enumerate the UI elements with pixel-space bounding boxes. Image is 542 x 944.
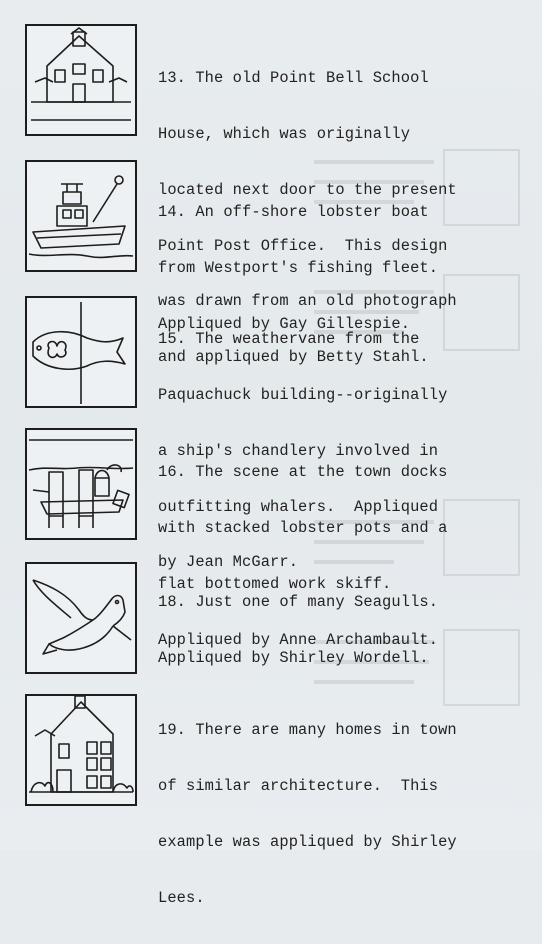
thumb-15 (25, 296, 137, 408)
caption-line: Paquachuck building--originally (158, 385, 448, 404)
thumb-13 (25, 24, 137, 136)
caption-line: outfitting whalers. Appliqued (158, 497, 439, 516)
caption-19 (158, 684, 518, 944)
thumb-19 (25, 694, 137, 806)
caption-line: a ship's chandlery involved in (158, 441, 439, 460)
caption-line: 15. The weathervane from the (158, 330, 420, 349)
caption-line: and appliqued by Betty Stahl. (158, 348, 429, 367)
caption-line: flat bottomed work skiff. (158, 574, 392, 593)
caption-line: by Jean McGarr. (158, 553, 299, 572)
house-icon (27, 696, 135, 804)
weathervane-icon (27, 298, 135, 406)
caption-line: 13. The old Point Bell School (158, 69, 429, 88)
caption-line: of similar architecture. This (158, 776, 439, 795)
thumb-16 (25, 428, 137, 540)
schoolhouse-icon (27, 26, 135, 134)
caption-line: 14. An off-shore lobster boat (158, 203, 429, 222)
caption-line: 16. The scene at the town docks (158, 463, 448, 482)
caption-line: Lees. (158, 888, 205, 907)
caption-line: example was appliqued by Shirley (158, 832, 457, 851)
town-docks-icon (27, 430, 135, 538)
lobster-boat-icon (27, 162, 135, 270)
caption-line: located next door to the present (158, 180, 457, 199)
caption-line: Appliqued by Anne Archambault. (158, 630, 439, 649)
caption-line: Appliqued by Gay Gillespie. (158, 314, 411, 333)
caption-line: from Westport's fishing fleet. (158, 258, 439, 277)
caption-line: 19. There are many homes in town (158, 721, 457, 740)
caption-line: 18. Just one of many Seagulls. (158, 593, 439, 612)
caption-line: was drawn from an old photograph (158, 292, 457, 311)
caption-line: Point Post Office. This design (158, 236, 448, 255)
caption-line: Appliqued by Shirley Wordell. (158, 648, 429, 667)
thumb-14 (25, 160, 137, 272)
thumb-18 (25, 562, 137, 674)
seagull-icon (27, 564, 135, 672)
caption-line: House, which was originally (158, 124, 411, 143)
caption-18 (158, 556, 518, 705)
caption-line: with stacked lobster pots and a (158, 518, 448, 537)
